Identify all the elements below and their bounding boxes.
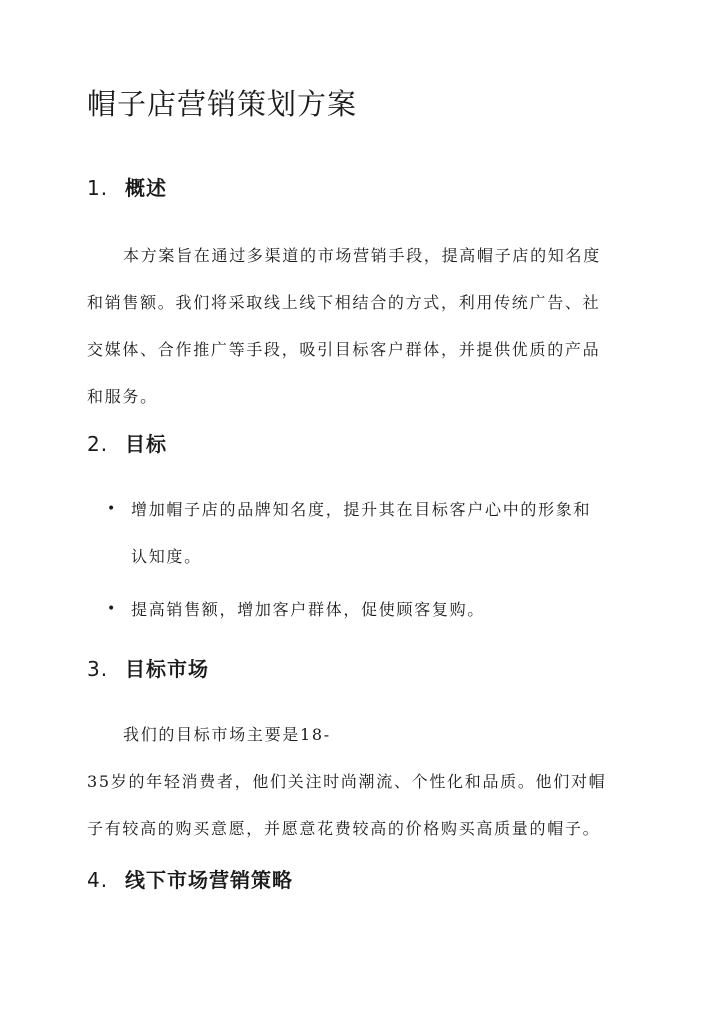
goals-bullet-list [87, 486, 591, 580]
paragraph-line: 本方案旨在通过多渠道的市场营销手段，提高帽子店的知名度 [123, 246, 601, 265]
section-1-heading [87, 174, 167, 202]
section-number: 2. [87, 432, 109, 456]
section-3-paragraph [87, 711, 647, 852]
section-1-paragraph [87, 232, 647, 420]
paragraph-line: 35岁的年轻消费者，他们关注时尚潮流、个性化和品质。他们对帽 [87, 772, 607, 791]
section-number: 1. [87, 176, 109, 200]
list-item-line: 认知度。 [131, 547, 202, 566]
section-title: 目标 [125, 432, 167, 456]
section-number: 3. [87, 657, 109, 681]
section-title: 目标市场 [125, 657, 209, 681]
goals-bullet-list-2 [87, 586, 485, 633]
list-item-line: 增加帽子店的品牌知名度，提升其在目标客户心中的形象和 [131, 500, 592, 519]
section-title: 概述 [125, 176, 167, 200]
section-number: 4. [87, 868, 109, 892]
paragraph-line: 交媒体、合作推广等手段，吸引目标客户群体，并提供优质的产品 [87, 340, 601, 359]
document-title: 帽子店营销策划方案 [87, 87, 358, 121]
list-item [87, 486, 591, 580]
paragraph-line: 子有较高的购买意愿，并愿意花费较高的价格购买高质量的帽子。 [87, 819, 601, 838]
paragraph-line: 和销售额。我们将采取线上线下相结合的方式，利用传统广告、社 [87, 293, 601, 312]
section-4-heading [87, 866, 293, 894]
section-title: 线下市场营销策略 [125, 868, 293, 892]
paragraph-line: 我们的目标市场主要是18- [123, 725, 331, 744]
paragraph-line: 和服务。 [87, 387, 158, 406]
bullet-icon: • [107, 501, 117, 517]
list-item-line: 提高销售额，增加客户群体，促使顾客复购。 [131, 600, 486, 619]
section-2-heading [87, 430, 167, 458]
list-item [87, 586, 485, 633]
section-3-heading [87, 655, 209, 683]
bullet-icon: • [107, 601, 117, 617]
